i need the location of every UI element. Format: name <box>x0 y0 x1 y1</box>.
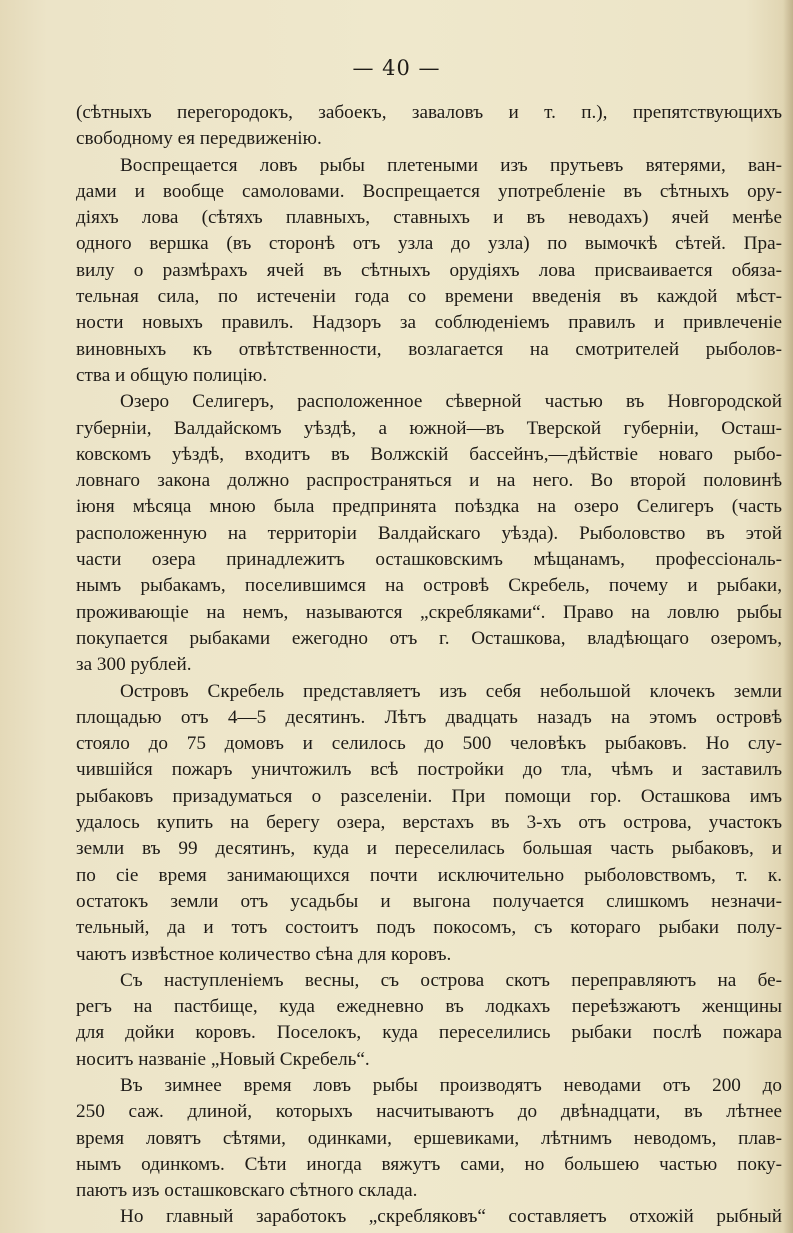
text-line: регъ на пастбище, куда ежедневно въ лодкахъ переѣзжаютъ женщины <box>76 996 782 1018</box>
text-line: ности новыхъ правилъ. Надзоръ за соблюденіемъ правилъ и привлеченіе <box>76 312 782 334</box>
text-line: покупается рыбаками ежегодно отъ г. Осташкова, владѣющаго озеромъ, <box>76 627 782 649</box>
text-line: одного вершка (въ сторонѣ отъ узла до узла) по вымочкѣ сѣтей. Пра- <box>76 233 782 255</box>
text-line: площадью отъ 4—5 десятинъ. Лѣтъ двадцать назадъ на этомъ островѣ <box>76 706 782 728</box>
text-line: рыбаковъ призадуматься о разселеніи. При помощи гор. Осташкова имъ <box>76 785 782 807</box>
text-line: для дойки коровъ. Поселокъ, куда переселились рыбаки послѣ пожара <box>76 1022 782 1044</box>
text-line: тельный, да и тотъ состоитъ подъ покосомъ, съ котораго рыбаки полу- <box>76 917 782 939</box>
text-line: нымъ одинкомъ. Сѣти иногда вяжутъ сами, но большею частью поку- <box>76 1153 782 1175</box>
text-line: Островъ Скребель представляетъ изъ себя небольшой клочекъ земли <box>120 680 782 702</box>
text-line: чившійся пожаръ уничтожилъ всѣ постройки до тла, чѣмъ и заставилъ <box>76 759 782 781</box>
text-line: діяхъ лова (сѣтяхъ плавныхъ, ставныхъ и въ неводахъ) ячей менѣе <box>76 207 782 229</box>
text-line: Воспрещается ловъ рыбы плетеными изъ прутьевъ вятерями, ван- <box>120 154 782 176</box>
text-line: проживающіе на немъ, называются „скребляками“. Право на ловлю рыбы <box>76 601 782 623</box>
text-line: носитъ названіе „Новый Скребель“. <box>76 1048 370 1070</box>
text-line: свободному ея передвиженію. <box>76 128 322 150</box>
text-line: губерніи, Валдайскомъ уѣздѣ, а южной—въ Тверской губерніи, Осташ- <box>76 417 782 439</box>
page-number: — 40 — <box>352 56 441 80</box>
text-line: части озера принадлежитъ осташковскимъ мѣщанамъ, профессіональ- <box>76 549 782 571</box>
text-line: чаютъ извѣстное количество сѣна для коровъ. <box>76 943 452 965</box>
text-line: дами и вообще самоловами. Воспрещается употребленіе въ сѣтныхъ ору- <box>76 180 782 202</box>
text-line: Въ зимнее время ловъ рыбы производятъ неводами отъ 200 до <box>120 1074 782 1096</box>
text-line: тельная сила, по истеченіи года со времени введенія въ каждой мѣст- <box>76 286 782 308</box>
text-line: Но главный заработокъ „скребляковъ“ составляетъ отхожій рыбный <box>120 1206 782 1228</box>
text-line: время ловятъ сѣтями, одинками, ершевиками, лѣтнимъ неводомъ, плав- <box>76 1127 782 1149</box>
text-line: вилу о размѣрахъ ячей въ сѣтныхъ орудіяхъ лова присваивается обяза- <box>76 259 782 281</box>
text-line: Озеро Селигеръ, расположенное сѣверной частью въ Новгородской <box>120 391 782 413</box>
text-line: 250 саж. длиной, которыхъ насчитываютъ до двѣнадцати, въ лѣтнее <box>76 1101 782 1123</box>
text-line: нымъ рыбакамъ, поселившимся на островѣ Скребель, почему и рыбаки, <box>76 575 782 597</box>
text-line: Съ наступленіемъ весны, съ острова скотъ переправляютъ на бе- <box>120 969 782 991</box>
text-line: за 300 рублей. <box>76 654 192 676</box>
page-edge-shadow <box>783 0 793 1233</box>
text-line: виновныхъ къ отвѣтственности, возлагается на смотрителей рыболов- <box>76 338 782 360</box>
text-line: (сѣтныхъ перегородокъ, забоекъ, заваловъ и т. п.), препятствующихъ <box>76 102 782 123</box>
text-line: удалось купить на берегу озера, верстахъ въ 3-хъ отъ острова, участокъ <box>76 812 782 834</box>
text-line: паютъ изъ осташковскаго сѣтного склада. <box>76 1180 418 1202</box>
text-line: по сіе время занимающихся почти исключительно рыболовствомъ, т. к. <box>76 864 782 886</box>
text-line: расположенную на территоріи Валдайскаго уѣзда). Рыболовство въ этой <box>76 522 782 544</box>
text-line: земли въ 99 десятинъ, куда и переселилась большая часть рыбаковъ, и <box>76 838 782 860</box>
text-line: ства и общую полицію. <box>76 364 268 386</box>
text-line: ковскомъ уѣздѣ, входитъ въ Волжскій бассейнъ,—дѣйствіе новаго рыбо- <box>76 443 782 465</box>
body-text <box>76 100 782 1231</box>
text-line: остатокъ земли отъ усадьбы и выгона получается слишкомъ незначи- <box>76 890 782 912</box>
text-line: стояло до 75 домовъ и селилось до 500 человѣкъ рыбаковъ. Но слу- <box>76 733 782 755</box>
text-line: ловнаго закона должно распространяться и на него. Во второй половинѣ <box>76 470 782 492</box>
text-line: іюня мѣсяца мною была предпринята поѣздка на озеро Селигеръ (часть <box>76 496 782 518</box>
